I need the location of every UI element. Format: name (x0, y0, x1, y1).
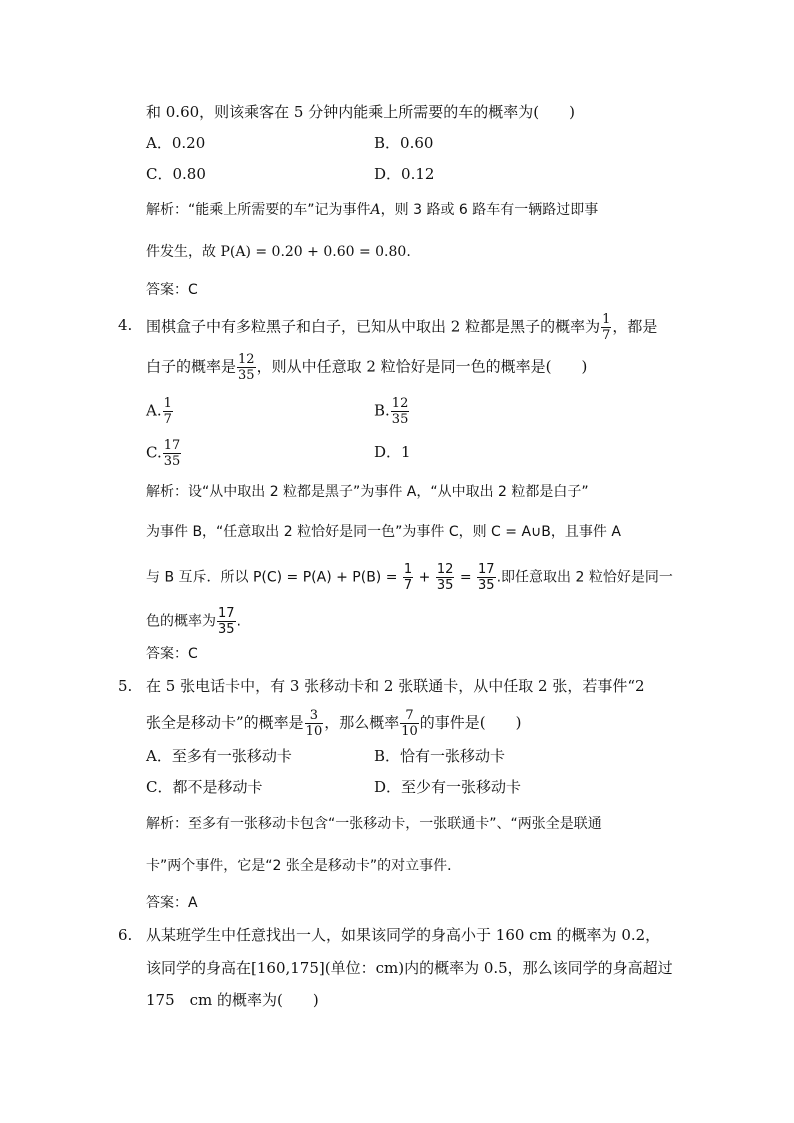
q4-option-b-label: B. (374, 401, 390, 420)
fraction-numerator: 17 (218, 606, 235, 621)
q6-stem-line2: 该同学的身高在[160,175](单位：cm)内的概率为 0.5，那么该同学的身高超过 (146, 959, 673, 977)
q3-solution-label: 解析： (146, 202, 188, 218)
q3-option-c: C．0.80 (146, 165, 206, 183)
q4-stem-text4: ，则从中任意取 2 粒恰好是同一色的概率是( ) (256, 357, 588, 376)
q5-answer: 答案：A (146, 895, 198, 911)
fraction-numerator: 12 (238, 352, 255, 367)
q4-solution-line1: 解析：设“从中取出 2 粒都是黑子”为事件 A，“从中取出 2 粒都是白子” (146, 484, 589, 500)
q5-stem-text2: ，那么概率 (324, 713, 400, 732)
fraction-denominator: 35 (436, 578, 454, 593)
q4-option-c (146, 438, 182, 469)
q5-fraction-7-10 (400, 708, 419, 739)
q5-stem-text3: 的事件是( ) (419, 713, 522, 732)
q5-option-a: A．至多有一张移动卡 (146, 747, 292, 765)
q3-solution-formula: P(A) = 0.20 + 0.60 = 0.80. (220, 244, 411, 260)
fraction-numerator: 17 (163, 438, 181, 453)
q5-option-b: B．恰有一张移动卡 (374, 747, 506, 765)
q5-option-d: D．至少有一张移动卡 (374, 778, 522, 796)
fraction-denominator: 10 (401, 724, 418, 739)
q4-solution-fraction-1 (403, 562, 413, 593)
q4-option-a-label: A. (146, 401, 162, 420)
q5-solution-line2: 卡”两个事件，它是“2 张全是移动卡”的对立事件． (146, 858, 462, 874)
q3-solution-text3: 件发生，故 (146, 244, 221, 260)
fraction-numerator: 1 (602, 312, 611, 327)
q4-stem-line1 (146, 312, 657, 343)
q4-stem-line2 (146, 352, 587, 383)
q4-stem-text2: ，都是 (612, 317, 658, 336)
fraction-numerator: 1 (403, 562, 413, 577)
fraction-numerator: 12 (391, 396, 409, 411)
q5-option-c: C．都不是移动卡 (146, 778, 263, 796)
q4-option-c-fraction (163, 438, 182, 469)
fraction-denominator: 7 (163, 412, 172, 427)
q4-option-a (146, 396, 174, 427)
q6-number: 6. (118, 926, 133, 944)
q4-solution-text: 与 B 互斥．所以 P(C) = P(A) + P(B) = (146, 569, 402, 586)
q4-solution-text-cont: .即任意取出 2 粒恰好是同一 (496, 569, 673, 586)
q3-option-d: D．0.12 (374, 165, 435, 183)
q5-fraction-3-10 (305, 708, 324, 739)
fraction-denominator: 35 (391, 412, 409, 427)
q5-stem-line1: 在 5 张电话卡中，有 3 张移动卡和 2 张联通卡，从中任取 2 张，若事件“2 (146, 677, 645, 695)
q6-stem-line3: 175 cm 的概率为( ) (146, 991, 319, 1009)
fraction-numerator: 3 (305, 708, 324, 724)
q4-stem-text3: 白子的概率是 (146, 357, 237, 376)
q5-stem-line2 (146, 708, 522, 739)
q4-fraction-12-35 (237, 352, 256, 383)
fraction-denominator: 35 (218, 622, 235, 637)
q4-option-c-label: C. (146, 443, 162, 462)
q4-option-b (374, 396, 410, 427)
plus-sign: + (414, 569, 435, 586)
q3-stem-continuation: 和 0.60，则该乘客在 5 分钟内能乘上所需要的车的概率为( ) (146, 103, 575, 121)
q4-option-d: D．1 (374, 443, 411, 461)
fraction-denominator: 10 (305, 724, 323, 739)
q4-number: 4. (118, 316, 133, 334)
fraction-denominator: 7 (403, 578, 413, 593)
q6-stem-line1: 从某班学生中任意找出一人，如果该同学的身高小于 160 cm 的概率为 0.2， (146, 926, 661, 944)
q5-number: 5. (118, 677, 133, 695)
q3-solution-line1 (146, 200, 598, 220)
q5-stem-text1: 张全是移动卡”的概率是 (146, 713, 304, 732)
q4-solution-line4 (146, 606, 241, 637)
period: . (236, 613, 241, 630)
q3-solution-line2 (146, 242, 411, 262)
q4-stem-text1: 围棋盒子中有多粒黑子和白子，已知从中取出 2 粒都是黑子的概率为 (146, 317, 601, 336)
fraction-denominator: 35 (238, 368, 255, 383)
q4-answer: 答案：C (146, 646, 198, 662)
q3-answer: 答案：C (146, 282, 198, 298)
q4-solution-line2: 为事件 B，“任意取出 2 粒恰好是同一色”为事件 C，则 C = A∪B，且事件 A (146, 524, 621, 540)
fraction-numerator: 17 (478, 562, 495, 577)
q4-solution-fraction-4 (217, 606, 236, 637)
q3-solution-var: A (370, 202, 381, 218)
q4-solution-fraction-3 (477, 562, 496, 593)
q4-option-a-fraction (163, 396, 173, 427)
q3-solution-text2: ，则 3 路或 6 路车有一辆路过即事 (380, 202, 599, 218)
q4-solution-fraction-2 (436, 562, 455, 593)
fraction-denominator: 7 (602, 328, 611, 343)
equals-sign: = (455, 569, 477, 586)
fraction-numerator: 1 (163, 396, 172, 411)
q4-option-b-fraction (391, 396, 410, 427)
q4-fraction-1-7 (601, 312, 611, 343)
fraction-numerator: 12 (436, 562, 454, 577)
q4-solution-text-end: 色的概率为 (146, 613, 216, 630)
q3-solution-text: “能乘上所需要的车”记为事件 (188, 202, 371, 218)
fraction-denominator: 35 (478, 578, 495, 593)
fraction-denominator: 35 (163, 454, 181, 469)
fraction-numerator: 7 (400, 708, 419, 724)
q4-solution-line3 (146, 562, 673, 593)
q3-option-a: A．0.20 (146, 134, 206, 152)
q3-option-b: B．0.60 (374, 134, 434, 152)
q5-solution-line1: 解析：至多有一张移动卡包含“一张移动卡，一张联通卡”、“两张全是联通 (146, 816, 602, 832)
